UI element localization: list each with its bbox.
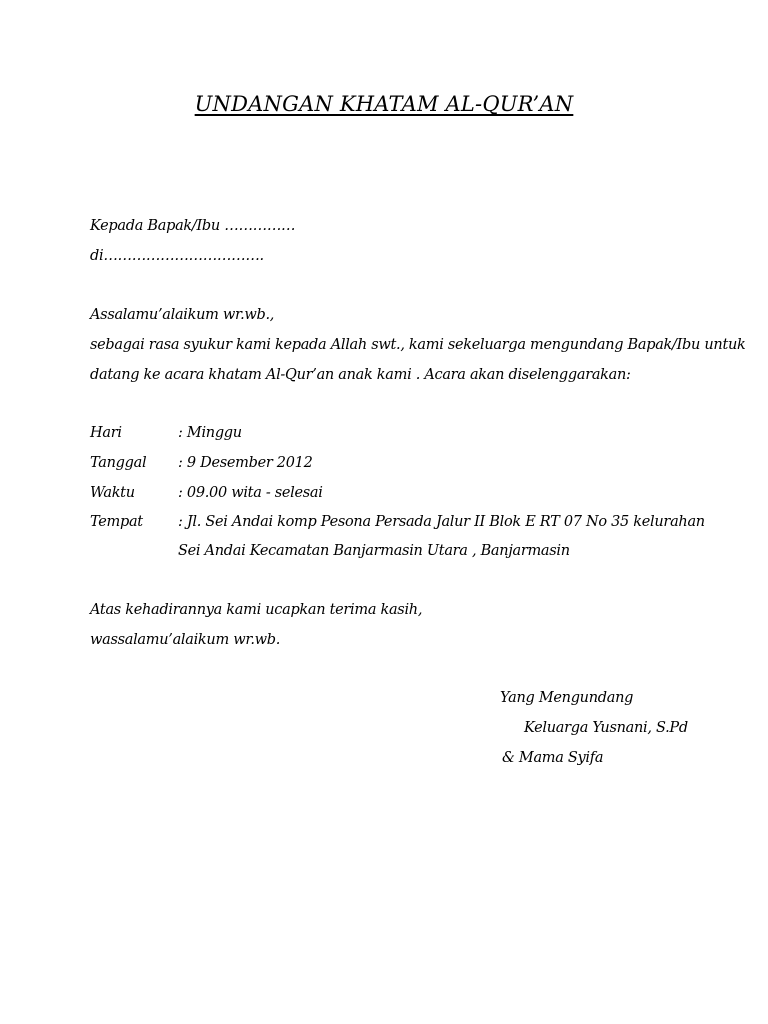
detail-value-place-continued: Sei Andai Kecamatan Banjarmasin Utara , Banjarmasin (178, 543, 570, 559)
closing-line-1: Atas kehadirannya kami ucapkan terima kasih, (90, 602, 423, 618)
detail-value-date: : 9 Desember 2012 (178, 455, 313, 471)
document-title (0, 92, 768, 116)
detail-value-time: : 09.00 wita - selesai (178, 485, 323, 501)
greeting-line: Assalamu’alaikum wr.wb., (90, 307, 275, 323)
closing-line-2: wassalamu’alaikum wr.wb. (90, 632, 281, 648)
detail-value-day: : Minggu (178, 425, 242, 441)
signature-name-1: Keluarga Yusnani, S.Pd (524, 720, 688, 736)
detail-label-place: Tempat (90, 514, 143, 530)
body-line-1: sebagai rasa syukur kami kepada Allah swt., kami sekeluarga mengundang Bapak/Ibu untuk (90, 337, 746, 353)
recipient-line: Kepada Bapak/Ibu …………… (90, 218, 296, 234)
body-line-2: datang ke acara khatam Al-Qur’an anak kami . Acara akan diselenggarakan: (90, 367, 631, 383)
detail-label-day: Hari (90, 425, 122, 441)
signature-heading: Yang Mengundang (500, 690, 634, 706)
detail-label-time: Waktu (90, 485, 135, 501)
recipient-location-line: di……………………………. (90, 248, 264, 264)
title-text: UNDANGAN KHATAM AL-QUR’AN (194, 92, 574, 116)
detail-label-date: Tanggal (90, 455, 147, 471)
signature-name-2: & Mama Syifa (502, 750, 604, 766)
detail-value-place: : Jl. Sei Andai komp Pesona Persada Jalur II Blok E RT 07 No 35 kelurahan (178, 514, 705, 530)
